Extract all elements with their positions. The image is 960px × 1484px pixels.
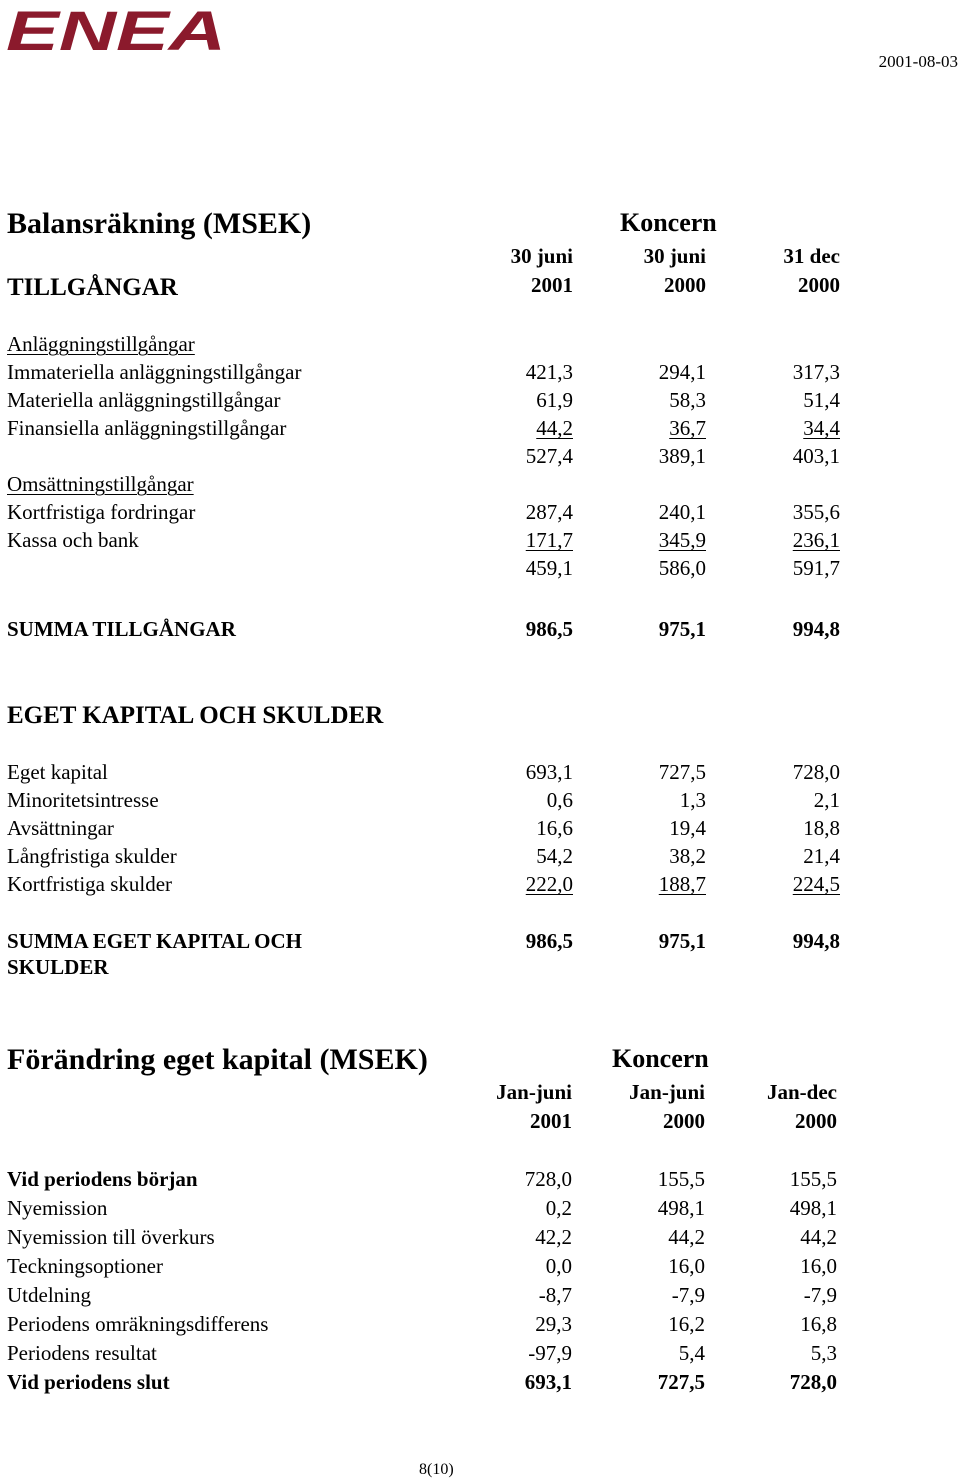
row-value: 2,1 bbox=[813, 788, 840, 812]
row-value: 727,5 bbox=[657, 1370, 705, 1394]
current-assets-heading: Omsättningstillgångar bbox=[7, 472, 194, 496]
row-value: 287,4 bbox=[525, 500, 573, 524]
row-value: 222,0 bbox=[525, 872, 573, 896]
row-value: 171,7 bbox=[525, 528, 573, 552]
row-value: 236,1 bbox=[792, 528, 840, 552]
equity-group-label: Koncern bbox=[612, 1044, 709, 1073]
row-value: 727,5 bbox=[658, 760, 706, 784]
row-value: 16,0 bbox=[800, 1254, 837, 1278]
row-value: 498,1 bbox=[657, 1196, 705, 1220]
row-value: 224,5 bbox=[792, 872, 840, 896]
row-label: Teckningsoptioner bbox=[7, 1254, 163, 1278]
row-value: 0,2 bbox=[545, 1196, 572, 1220]
row-value: 693,1 bbox=[524, 1370, 572, 1394]
row-value: -8,7 bbox=[538, 1283, 572, 1307]
row-value: 188,7 bbox=[658, 872, 706, 896]
row-value: 421,3 bbox=[525, 360, 573, 384]
row-value: 16,6 bbox=[536, 816, 573, 840]
row-label: Minoritetsintresse bbox=[7, 788, 159, 812]
total-liabilities-value: 994,8 bbox=[792, 929, 840, 953]
row-value: 1,3 bbox=[679, 788, 706, 812]
liabilities-heading: EGET KAPITAL OCH SKULDER bbox=[7, 702, 384, 729]
row-value: 155,5 bbox=[789, 1167, 837, 1191]
subtotal-value: 389,1 bbox=[658, 444, 706, 468]
row-value: 21,4 bbox=[803, 844, 840, 868]
subtotal-value: 591,7 bbox=[792, 556, 840, 580]
row-label: Periodens omräkningsdifferens bbox=[7, 1312, 269, 1336]
total-liabilities-value: 975,1 bbox=[658, 929, 706, 953]
row-label: Nyemission till överkurs bbox=[7, 1225, 215, 1249]
row-value: 16,8 bbox=[800, 1312, 837, 1336]
total-assets-value: 994,8 bbox=[792, 617, 840, 641]
svg-text:ENEA: ENEA bbox=[6, 6, 226, 54]
row-value: 317,3 bbox=[792, 360, 840, 384]
row-value: 16,2 bbox=[668, 1312, 705, 1336]
row-value: 44,2 bbox=[800, 1225, 837, 1249]
row-value: 355,6 bbox=[792, 500, 840, 524]
row-label: Avsättningar bbox=[7, 816, 114, 840]
row-value: 728,0 bbox=[524, 1167, 572, 1191]
subtotal-value: 527,4 bbox=[525, 444, 573, 468]
column-year: 2000 bbox=[663, 1109, 705, 1133]
subtotal-value: 586,0 bbox=[658, 556, 706, 580]
total-liabilities-label: SKULDER bbox=[7, 955, 109, 979]
row-value: 19,4 bbox=[669, 816, 706, 840]
row-value: 58,3 bbox=[669, 388, 706, 412]
fixed-assets-heading: Anläggningstillgångar bbox=[7, 332, 195, 356]
row-value: 54,2 bbox=[536, 844, 573, 868]
row-value: 61,9 bbox=[536, 388, 573, 412]
enea-logo bbox=[6, 6, 228, 54]
assets-heading: TILLGÅNGAR bbox=[7, 274, 178, 301]
row-label: Immateriella anläggningstillgångar bbox=[7, 360, 302, 384]
column-period: Jan-dec bbox=[767, 1080, 837, 1104]
row-value: 294,1 bbox=[658, 360, 706, 384]
row-label: Långfristiga skulder bbox=[7, 844, 177, 868]
column-period: Jan-juni bbox=[629, 1080, 705, 1104]
row-label: Nyemission bbox=[7, 1196, 108, 1220]
row-value: 498,1 bbox=[789, 1196, 837, 1220]
row-value: 240,1 bbox=[658, 500, 706, 524]
row-value: 38,2 bbox=[669, 844, 706, 868]
row-label: Periodens resultat bbox=[7, 1341, 157, 1365]
total-liabilities-value: 986,5 bbox=[525, 929, 573, 953]
row-value: 0,0 bbox=[545, 1254, 572, 1278]
total-assets-value: 975,1 bbox=[658, 617, 706, 641]
row-value: 5,3 bbox=[810, 1341, 837, 1365]
row-label: Eget kapital bbox=[7, 760, 108, 784]
row-label: Kassa och bank bbox=[7, 528, 139, 552]
row-value: 44,2 bbox=[536, 416, 573, 440]
row-value: -7,9 bbox=[671, 1283, 705, 1307]
column-period: Jan-juni bbox=[496, 1080, 572, 1104]
row-value: 51,4 bbox=[803, 388, 840, 412]
row-value: -97,9 bbox=[528, 1341, 572, 1365]
column-year: 2001 bbox=[531, 273, 573, 297]
column-year: 2000 bbox=[798, 273, 840, 297]
row-value: 42,2 bbox=[535, 1225, 572, 1249]
equity-title: Förändring eget kapital (MSEK) bbox=[7, 1043, 428, 1076]
total-assets-label: SUMMA TILLGÅNGAR bbox=[7, 617, 236, 641]
column-year: 2001 bbox=[530, 1109, 572, 1133]
row-value: 18,8 bbox=[803, 816, 840, 840]
row-value: 0,6 bbox=[546, 788, 573, 812]
balance-title: Balansräkning (MSEK) bbox=[7, 207, 312, 240]
row-value: 728,0 bbox=[789, 1370, 837, 1394]
column-period: 31 dec bbox=[783, 244, 840, 268]
total-assets-value: 986,5 bbox=[525, 617, 573, 641]
row-value: 44,2 bbox=[668, 1225, 705, 1249]
row-label: Vid periodens början bbox=[7, 1167, 198, 1191]
row-value: 34,4 bbox=[803, 416, 840, 440]
row-value: 693,1 bbox=[525, 760, 573, 784]
row-value: 16,0 bbox=[668, 1254, 705, 1278]
row-label: Finansiella anläggningstillgångar bbox=[7, 416, 287, 440]
row-value: 5,4 bbox=[678, 1341, 705, 1365]
subtotal-value: 403,1 bbox=[792, 444, 840, 468]
document-date: 2001-08-03 bbox=[878, 52, 958, 71]
column-period: 30 juni bbox=[643, 244, 706, 268]
row-value: 29,3 bbox=[535, 1312, 572, 1336]
column-period: 30 juni bbox=[510, 244, 573, 268]
row-label: Utdelning bbox=[7, 1283, 91, 1307]
row-label: Kortfristiga fordringar bbox=[7, 500, 196, 524]
row-label: Kortfristiga skulder bbox=[7, 872, 173, 896]
row-value: 155,5 bbox=[657, 1167, 705, 1191]
page-number: 8(10) bbox=[419, 1461, 454, 1478]
total-liabilities-label: SUMMA EGET KAPITAL OCH bbox=[7, 929, 303, 953]
row-label: Vid periodens slut bbox=[7, 1370, 170, 1394]
column-year: 2000 bbox=[664, 273, 706, 297]
row-value: 728,0 bbox=[792, 760, 840, 784]
row-value: 345,9 bbox=[658, 528, 706, 552]
row-value: -7,9 bbox=[803, 1283, 837, 1307]
row-label: Materiella anläggningstillgångar bbox=[7, 388, 281, 412]
subtotal-value: 459,1 bbox=[525, 556, 573, 580]
column-year: 2000 bbox=[795, 1109, 837, 1133]
balance-group-label: Koncern bbox=[620, 208, 717, 237]
row-value: 36,7 bbox=[669, 416, 706, 440]
